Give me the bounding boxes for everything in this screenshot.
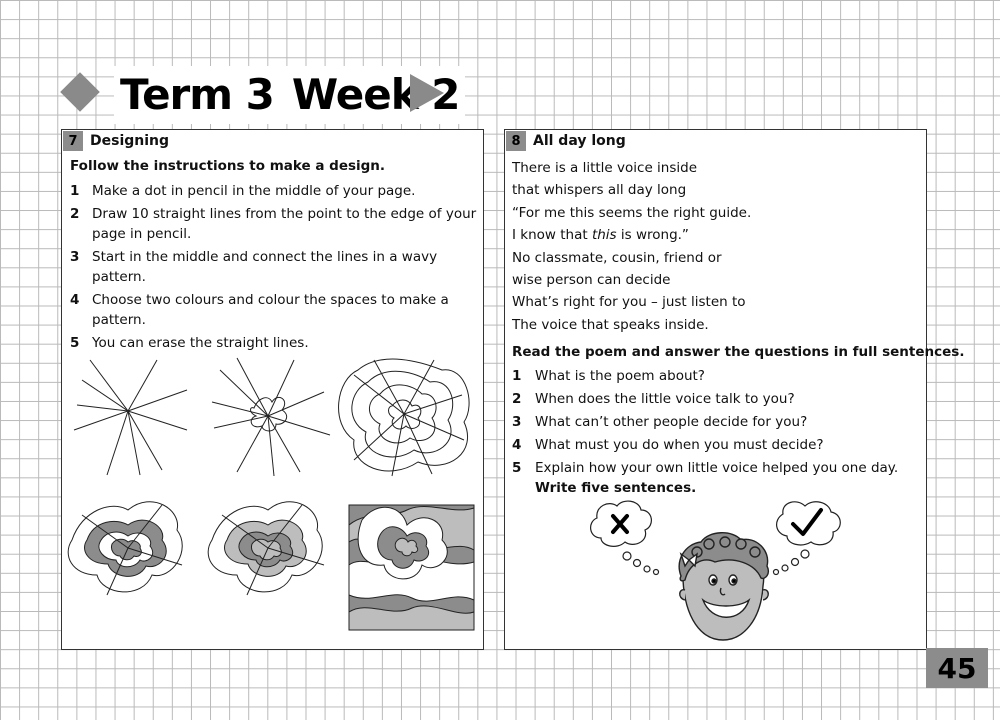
instruction-heading: Follow the instructions to make a design. [70, 158, 386, 174]
diamond-bullet-icon [60, 72, 100, 112]
page-header [60, 66, 480, 124]
design-step-wave [212, 358, 330, 476]
poem-line: wise person can decide [512, 272, 671, 289]
title-week: Week 2 [291, 70, 460, 119]
steps-list [70, 181, 480, 356]
questions-list [512, 366, 922, 501]
girl-face [679, 533, 768, 640]
list-item: 1 What is the poem about? [512, 368, 705, 384]
poem-line: that whispers all day long [512, 182, 687, 199]
activity-number: 7 [63, 131, 83, 151]
arrow-right-icon [410, 74, 444, 112]
poem-line: “For me this seems the right guide. [512, 204, 752, 221]
poem-line: I know that this is wrong.” [512, 227, 689, 244]
design-step-colour-two [208, 502, 324, 595]
title-term: Term 3 [120, 70, 274, 119]
list-item: 2 Draw 10 straight lines from the point to the edge of your page in pencil. [70, 206, 477, 242]
design-step-finished [349, 505, 474, 630]
poem-line: There is a little voice inside [512, 160, 698, 176]
poem-panel [504, 129, 965, 650]
list-item: 1 Make a dot in pencil in the middle of your page. [70, 183, 416, 199]
list-item: 2 When does the little voice talk to you? [512, 391, 795, 407]
design-step-colour-one [68, 502, 182, 595]
activity-title: Designing [90, 133, 170, 149]
activity-title: All day long [533, 133, 626, 149]
design-illustrations [62, 350, 483, 649]
activity-number: 8 [506, 131, 526, 151]
design-step-lines [74, 360, 187, 475]
list-item: 3 What can’t other people decide for you? [512, 414, 808, 430]
design-step-rings [339, 359, 470, 476]
list-item: 3 Start in the middle and connect the lines in a wavy pattern. [70, 249, 438, 285]
poem-line: The voice that speaks inside. [512, 316, 709, 333]
question-extra: Write five sentences. [535, 480, 697, 496]
poem-text [512, 157, 751, 336]
list-item: 4 What must you do when you must decide? [512, 437, 824, 453]
emphasis-word: this [591, 227, 617, 244]
list-item: 4 Choose two colours and colour the spaces to make a pattern. [70, 292, 449, 328]
list-item: 5 Explain how your own little voice helped you one day. Write five sentences. [512, 458, 922, 498]
panel-header [62, 130, 169, 152]
panel-header [505, 130, 626, 152]
poem-line: No classmate, cousin, friend or [512, 249, 722, 266]
list-item: 5 You can erase the straight lines. [70, 335, 309, 351]
designing-panel [61, 129, 484, 650]
poem-line: What’s right for you – just listen to [512, 294, 746, 311]
girl-thinking-illustration [585, 500, 845, 645]
tick-thought-bubble [774, 502, 841, 575]
page-number: 45 [926, 648, 988, 688]
questions-heading: Read the poem and answer the questions in full sentences. [512, 344, 965, 360]
cross-thought-bubble [591, 501, 659, 574]
